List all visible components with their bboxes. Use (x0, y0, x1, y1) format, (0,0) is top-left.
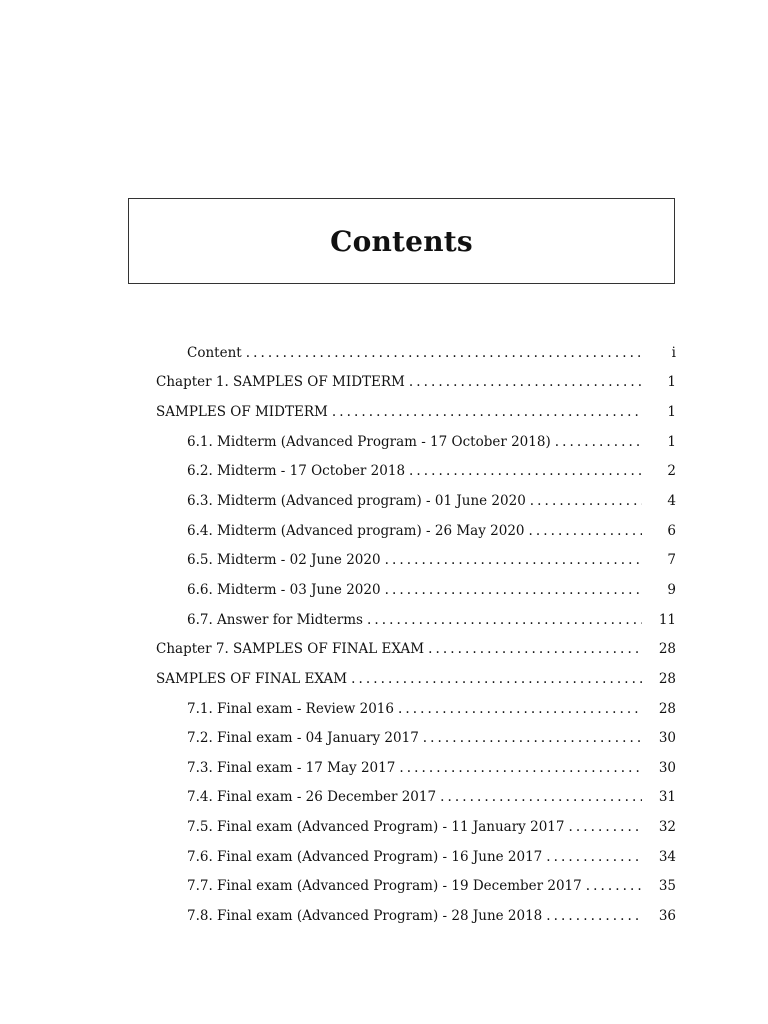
dot-leader (367, 612, 642, 628)
table-of-contents (156, 338, 676, 931)
toc-page-number: 7 (667, 552, 676, 569)
toc-entry-body (156, 493, 648, 509)
toc-entry[interactable] (156, 664, 676, 694)
toc-entry[interactable] (156, 486, 676, 516)
toc-entry-body (156, 552, 648, 568)
toc-entry-label: Chapter 1. SAMPLES OF MIDTERM (156, 374, 405, 391)
toc-entry[interactable] (156, 842, 676, 872)
toc-page-number: 32 (658, 819, 676, 836)
dot-leader (428, 641, 642, 657)
toc-page-number: 30 (658, 759, 676, 776)
dot-leader (586, 878, 642, 894)
toc-entry-label: 7.1. Final exam - Review 2016 (187, 700, 394, 717)
toc-entry-body (156, 582, 648, 598)
dot-leader (409, 463, 642, 479)
toc-entry-label: 7.4. Final exam - 26 December 2017 (187, 789, 437, 806)
toc-entry-label: 7.3. Final exam - 17 May 2017 (187, 759, 396, 776)
toc-entry-body (156, 612, 648, 628)
contents-title-box (128, 198, 675, 284)
toc-entry-label: Chapter 7. SAMPLES OF FINAL EXAM (156, 641, 425, 658)
toc-entry[interactable] (156, 457, 676, 487)
toc-page-number: 31 (658, 789, 676, 806)
toc-entry[interactable] (156, 753, 676, 783)
toc-entry[interactable] (156, 783, 676, 813)
toc-entry[interactable] (156, 723, 676, 753)
toc-page-number: 4 (667, 493, 676, 510)
toc-page-number: 1 (667, 374, 676, 391)
toc-page-number: 30 (658, 730, 676, 747)
dot-leader (385, 552, 642, 568)
toc-entry-body (156, 463, 648, 479)
toc-entry-body (156, 404, 648, 420)
dot-leader (332, 404, 642, 420)
toc-page-number: 35 (658, 878, 676, 895)
toc-entry-label: Content (187, 344, 242, 361)
toc-entry-label: 6.4. Midterm (Advanced program) - 26 May 2020 (187, 522, 525, 539)
toc-entry-body (156, 641, 648, 657)
toc-entry-body (156, 434, 648, 450)
toc-entry-body (156, 701, 648, 717)
toc-entry-label: 6.6. Midterm - 03 June 2020 (187, 581, 381, 598)
toc-entry-body (156, 878, 648, 894)
dot-leader (351, 671, 642, 687)
dot-leader (409, 374, 642, 390)
toc-entry-label: 6.1. Midterm (Advanced Program - 17 October 2018) (187, 433, 551, 450)
toc-page-number: 1 (667, 404, 676, 421)
toc-entry-label: 7.2. Final exam - 04 January 2017 (187, 730, 419, 747)
toc-page-number: 34 (658, 848, 676, 865)
dot-leader (246, 345, 642, 361)
toc-entry[interactable] (156, 338, 676, 368)
toc-entry-body (156, 730, 648, 746)
toc-entry-label: SAMPLES OF MIDTERM (156, 404, 328, 421)
dot-leader (568, 819, 642, 835)
dot-leader (546, 849, 642, 865)
dot-leader (398, 701, 642, 717)
toc-entry-body (156, 908, 648, 924)
toc-page-number: 11 (658, 611, 676, 628)
toc-entry-label: 7.8. Final exam (Advanced Program) - 28 June 2018 (187, 907, 543, 924)
toc-entry-body (156, 374, 648, 390)
toc-entry[interactable] (156, 545, 676, 575)
toc-page-number: 28 (658, 670, 676, 687)
dot-leader (385, 582, 642, 598)
toc-entry[interactable] (156, 516, 676, 546)
toc-page-number: 2 (667, 463, 676, 480)
dot-leader (530, 493, 642, 509)
toc-entry[interactable] (156, 634, 676, 664)
toc-entry-label: 6.5. Midterm - 02 June 2020 (187, 552, 381, 569)
toc-entry-body (156, 849, 648, 865)
toc-page-number: 28 (658, 700, 676, 717)
toc-entry[interactable] (156, 901, 676, 931)
toc-page-number: i (671, 344, 676, 361)
toc-entry-body (156, 789, 648, 805)
toc-entry[interactable] (156, 812, 676, 842)
toc-page-number: 1 (667, 433, 676, 450)
toc-page-number: 28 (658, 641, 676, 658)
dot-leader (555, 434, 642, 450)
toc-entry-label: SAMPLES OF FINAL EXAM (156, 670, 348, 687)
dot-leader (423, 730, 642, 746)
toc-entry-body (156, 760, 648, 776)
toc-entry[interactable] (156, 605, 676, 635)
toc-entry[interactable] (156, 368, 676, 398)
toc-entry[interactable] (156, 397, 676, 427)
toc-entry-label: 6.3. Midterm (Advanced program) - 01 June 2020 (187, 493, 526, 510)
page-title: Contents (330, 224, 473, 258)
toc-entry[interactable] (156, 694, 676, 724)
toc-entry-body (156, 345, 648, 361)
toc-entry-body (156, 819, 648, 835)
toc-entry[interactable] (156, 575, 676, 605)
toc-entry-label: 6.2. Midterm - 17 October 2018 (187, 463, 406, 480)
toc-entry[interactable] (156, 872, 676, 902)
toc-entry-body (156, 523, 648, 539)
toc-page-number: 6 (667, 522, 676, 539)
toc-entry-label: 7.7. Final exam (Advanced Program) - 19 December 2017 (187, 878, 582, 895)
toc-page-number: 36 (658, 907, 676, 924)
toc-entry-body (156, 671, 648, 687)
dot-leader (529, 523, 643, 539)
toc-entry-label: 7.6. Final exam (Advanced Program) - 16 June 2017 (187, 848, 543, 865)
toc-entry-label: 7.5. Final exam (Advanced Program) - 11 January 2017 (187, 819, 565, 836)
toc-entry-label: 6.7. Answer for Midterms (187, 611, 363, 628)
dot-leader (546, 908, 642, 924)
dot-leader (440, 789, 642, 805)
dot-leader (399, 760, 642, 776)
toc-entry[interactable] (156, 427, 676, 457)
toc-page-number: 9 (667, 581, 676, 598)
